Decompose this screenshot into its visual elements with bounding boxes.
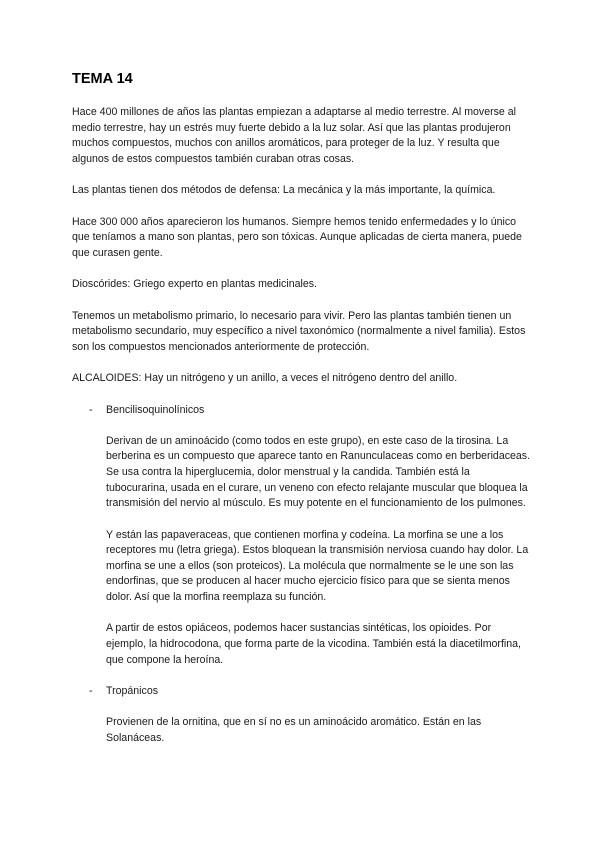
paragraph-dioscorides: Dioscórides: Griego experto en plantas medicinales. [72,278,317,291]
bullet-paragraph: Derivan de un aminoácido (como todos en este grupo), en este caso de la tirosina. La berberina es un compuesto que aparece tanto en Ranunculaceas como en berberidaceas. Se usa contra la hiperglucemia, dolor menstrual y la candida. También está la tubocurarina, usada en el curare, un veneno con efecto relajante muscular que bloquea la transmisión del nervio al músculo. Es muy potente en el funcionamiento de los pulmones. [106,434,531,510]
paragraph-humans: Hace 300 000 años aparecieron los humanos. Siempre hemos tenido enfermedades y lo único que teníamos a mano son plantas, pero son tóxicas. Aunque aplicadas de cierta manera, puede que curasen gente. [72,215,522,259]
paragraph-intro: Hace 400 millones de años las plantas empiezan a adaptarse al medio terrestre. Al moverse al medio terrestre, hay un estrés muy fuerte debido a la luz solar. Así que las plantas produjeron muchos compuestos, muchos con anillos aromáticos, para proteger de la luz. Y resulta que algunos de estos compuestos también curaban otras cosas. [72,106,517,165]
bullet-paragraph: Provienen de la ornitina, que en sí no es un aminoácido aromático. Están en las Solanáceas. [106,716,482,744]
page-title: TEMA 14 [72,71,133,87]
bullet-marker: - [89,685,93,697]
bullet-marker: - [89,403,93,416]
bullet-paragraph: A partir de estos opiáceos, podemos hacer sustancias sintéticas, los opioides. Por ejemplo, la hidrocodona, que forma parte de la vicodina. También está la diacetilmorfina, que compone la heroína. [106,622,521,666]
document-page [72,70,532,762]
bullet-label: Tropánicos [106,685,159,697]
bullet-item-tropanicos [72,684,532,747]
paragraph-defense: Las plantas tienen dos métodos de defensa: La mecánica y la más importante, la química. [72,184,496,197]
bullet-paragraph: Y están las papaveraceas, que contienen morfina y codeína. La morfina se une a los receptores mu (letra griega). Estos bloquean la transmisión nerviosa cuando hay dolor. La morfina se une a ellos (son proteicos). La molécula que normalmente se le une son las endorfinas, que se producen al hacer mucho ejercicio físico para que se sienta menos dolor. Así que la morfina reemplaza su función. [106,528,529,604]
paragraph-alcaloides: ALCALOIDES: Hay un nitrógeno y un anillo, a veces el nitrógeno dentro del anillo. [72,372,458,385]
bullet-item-bencilisoquinolinicos [72,403,532,669]
paragraph-metabolism: Tenemos un metabolismo primario, lo necesario para vivir. Pero las plantas también tienen un metabolismo secundario, muy específico a nivel taxonómico (normalmente a nivel familia). Estos son los compuestos mencionados anteriormente de protección. [72,309,526,353]
bullet-label: Bencilisoquinolínicos [106,403,205,416]
